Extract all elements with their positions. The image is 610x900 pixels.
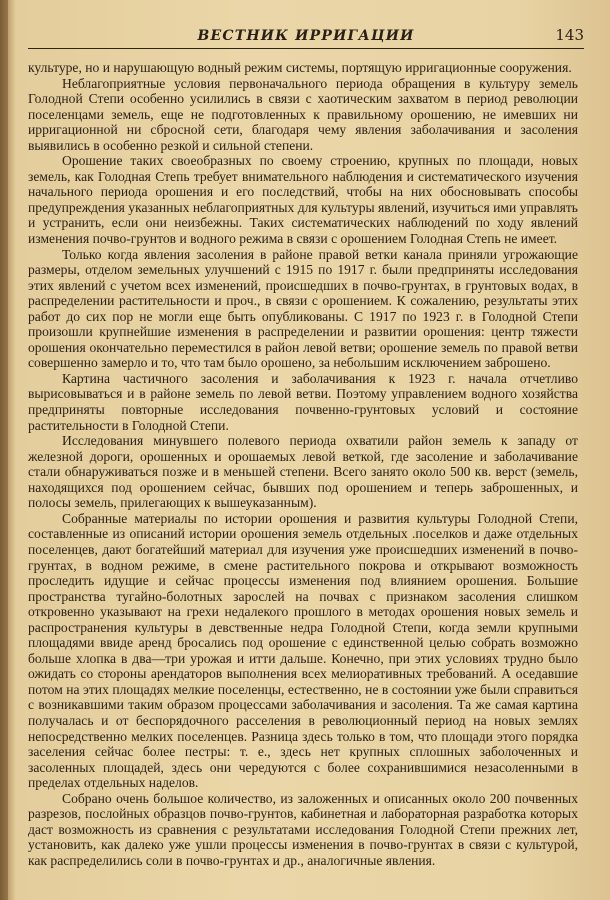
page-number: 143 [555, 26, 584, 44]
paragraph-continued: культуре, но и нарушающую водный режим системы, портящую ирригационные сооружения. [28, 60, 572, 75]
journal-title: ВЕСТНИК ИРРИГАЦИИ [197, 28, 415, 44]
article-body [28, 60, 578, 868]
paragraph: Исследования минувшего полевого периода охватили район земель к западу от железной дороги, орошенных и орошаемых левой веткой, где засоление и заболачивание стали обнаруживаться позже и в меньшей степени. Всего занято около 500 кв. верст (земель, находящихся под орошением сейчас, бывших под орошением и теперь заброшенных, и полосы земель, прилегающих к вышеуказанным). [28, 433, 578, 511]
paragraph: Собрано очень большое количество, из заложенных и описанных около 200 почвенных разрезов, послойных образцов почво-грунтов, кабинетная и лабораторная разработка которых даст возможность из сравнения с результатами исследования Голодной Степи прежних лет, установить, как далеко уже ушли процессы изменения в почво-грунтах в связи с культурой, как распределились соли в почво-грунтах и др., аналогичные явления. [28, 790, 578, 868]
paragraph: Только когда явления засоления в районе правой ветки канала приняли угрожающие размеры, отделом земельных улучшений с 1915 по 1917 г. были предприняты исследования этих явлений с учетом всех изменений, происшедших в почво-грунтах, в грунтовых водах, в распределении растительности и проч., в связи с орошением. К сожалению, результаты этих работ до сих пор не могли еще быть опубликованы. С 1917 по 1923 г. в Голодной Степи произошли крупнейшие изменения в распределении и развитии орошения: центр тяжести орошения окончательно переместился в район левой ветви; орошение земель по правой ветви совершенно замерло и то, что там было орошено, за небольшим исключением заброшено. [28, 246, 578, 371]
paragraph: Собранные материалы по истории орошения и развития культуры Голодной Степи, составленные из описаний истории орошения земель отдельных .поселков и даже отдельных поселенцев, дают богатейший материал для изучения уже происшедших изменений в почво-грунтах, в водном режиме, в смене растительного покрова и открывают возможность проследить идущие и сейчас процессы изменения под влиянием орошения. Большие пространства тугайно-болотных зарослей на почвах с признаком засоления слишком откровенно указывают на грехи недалекого прошлого в методах орошения новых земель и распространения культуры в девственные недра Голодной Степи, когда земли крупными площадями ввиде аренд бросались под орошение с единственной целью собрать возможно больше хлопка в два—три урожая и итти дальше. Конечно, при этих условиях трудно было ожидать со стороны арендаторов выполнения всех мелиоративных требований. А оседавшие потом на этих площадях мелкие поселенцы, естественно, не в состоянии уже были справиться с возникавшими таким образом процессами заболачивания и засоления. Та же самая картина получалась и от беспорядочного расселения в революционный период на новых землях непосредственно мелких поселенцев. Разница здесь только в том, что площади этого порядка заселения сейчас более пестры: т. е., здесь нет крупных сплошных заболоченных и засоленных площадей, здесь они чередуются с более сохранившимися незасоленными в пределах отдельных наделов. [28, 510, 578, 791]
paragraph: Орошение таких своеобразных по своему строению, крупных по площади, новых земель, как Голодная Степь требует внимательного наблюдения и систематического изучения начального периода орошения и его последствий, чтобы на них обосновывать способы предупреждения указанных неблагоприятных для культуры явлений, изучиться ими управлять и устранить, если они неизбежны. Таких систематических наблюдений по ходу явлений изменения почво-грунтов и водного режима в связи с орошением Голодная Степь не имеет. [28, 153, 578, 247]
paragraph: Картина частичного засоления и заболачивания к 1923 г. начала отчетливо вырисовываться и в районе земель по левой ветви. Поэтому управлением водного хозяйства предприняты повторные исследования почвенно-грунтовых условий и состояние растительности в Голодной Степи. [28, 370, 578, 433]
paragraph: Неблагоприятные условия первоначального периода обращения в культуру земель Голодной Степи особенно усилились в связи с хаотическим захватом в период революции поселенцами земель, еще не подготовленных к правильному орошению, не имевших ни ирригационной ни сбросной сети, благодаря чему явления заболачивания и засоления выявились в особенно резкой и сильной степени. [28, 75, 578, 153]
running-header [28, 26, 584, 49]
book-spine-shadow [0, 0, 8, 900]
